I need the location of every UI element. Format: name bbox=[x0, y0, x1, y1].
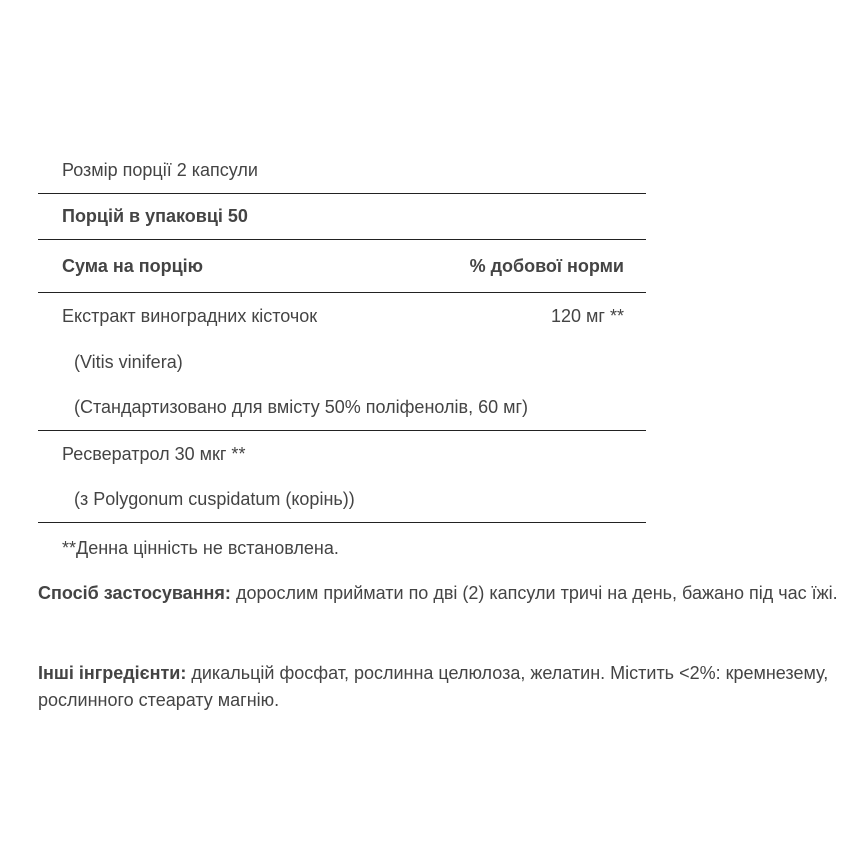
other-ingredients-label: Інші інгредієнти: bbox=[38, 663, 187, 683]
usage-label: Спосіб застосування: bbox=[38, 583, 231, 603]
ingredient-row bbox=[38, 293, 646, 339]
table-header-row bbox=[38, 240, 646, 293]
usage-paragraph bbox=[38, 580, 853, 607]
footnote: **Денна цінність не встановлена. bbox=[62, 537, 339, 558]
servings-per-container-row bbox=[38, 194, 646, 240]
ingredient-name: Ресвератрол 30 мкг ** bbox=[62, 443, 246, 464]
ingredient-name: Екстракт виноградних кісточок bbox=[62, 305, 318, 326]
ingredient-row bbox=[38, 431, 646, 477]
ingredient-group bbox=[38, 293, 646, 431]
ingredient-detail: (з Polygonum cuspidatum (корінь)) bbox=[74, 489, 355, 509]
other-ingredients-paragraph bbox=[38, 660, 853, 714]
ingredient-detail-row bbox=[38, 477, 646, 523]
ingredient-detail-row bbox=[38, 385, 646, 431]
supplement-facts-table bbox=[38, 148, 646, 573]
servings-per-container: Порцій в упаковці 50 bbox=[62, 206, 248, 226]
serving-size: Розмір порції 2 капсули bbox=[62, 160, 258, 180]
serving-size-row bbox=[38, 148, 646, 194]
daily-value-header: % добової норми bbox=[469, 255, 624, 276]
ingredient-detail: (Vitis vinifera) bbox=[74, 351, 183, 372]
other-ingredients-text: дикальцій фосфат, рослинна целюлоза, желатин. Містить <2%: кремнезему, рослинного стеарату магнію. bbox=[38, 663, 829, 710]
ingredient-detail-row bbox=[38, 339, 646, 385]
ingredient-detail: (Стандартизовано для вмісту 50% поліфенолів, 60 мг) bbox=[74, 397, 529, 417]
usage-text: дорослим приймати по дві (2) капсули тричі на день, бажано під час їжі. bbox=[230, 583, 838, 603]
ingredient-group bbox=[38, 431, 646, 523]
ingredient-amount: 120 мг ** bbox=[551, 305, 624, 326]
footnote-row bbox=[38, 523, 646, 573]
amount-per-serving-header: Сума на порцію bbox=[62, 255, 204, 276]
